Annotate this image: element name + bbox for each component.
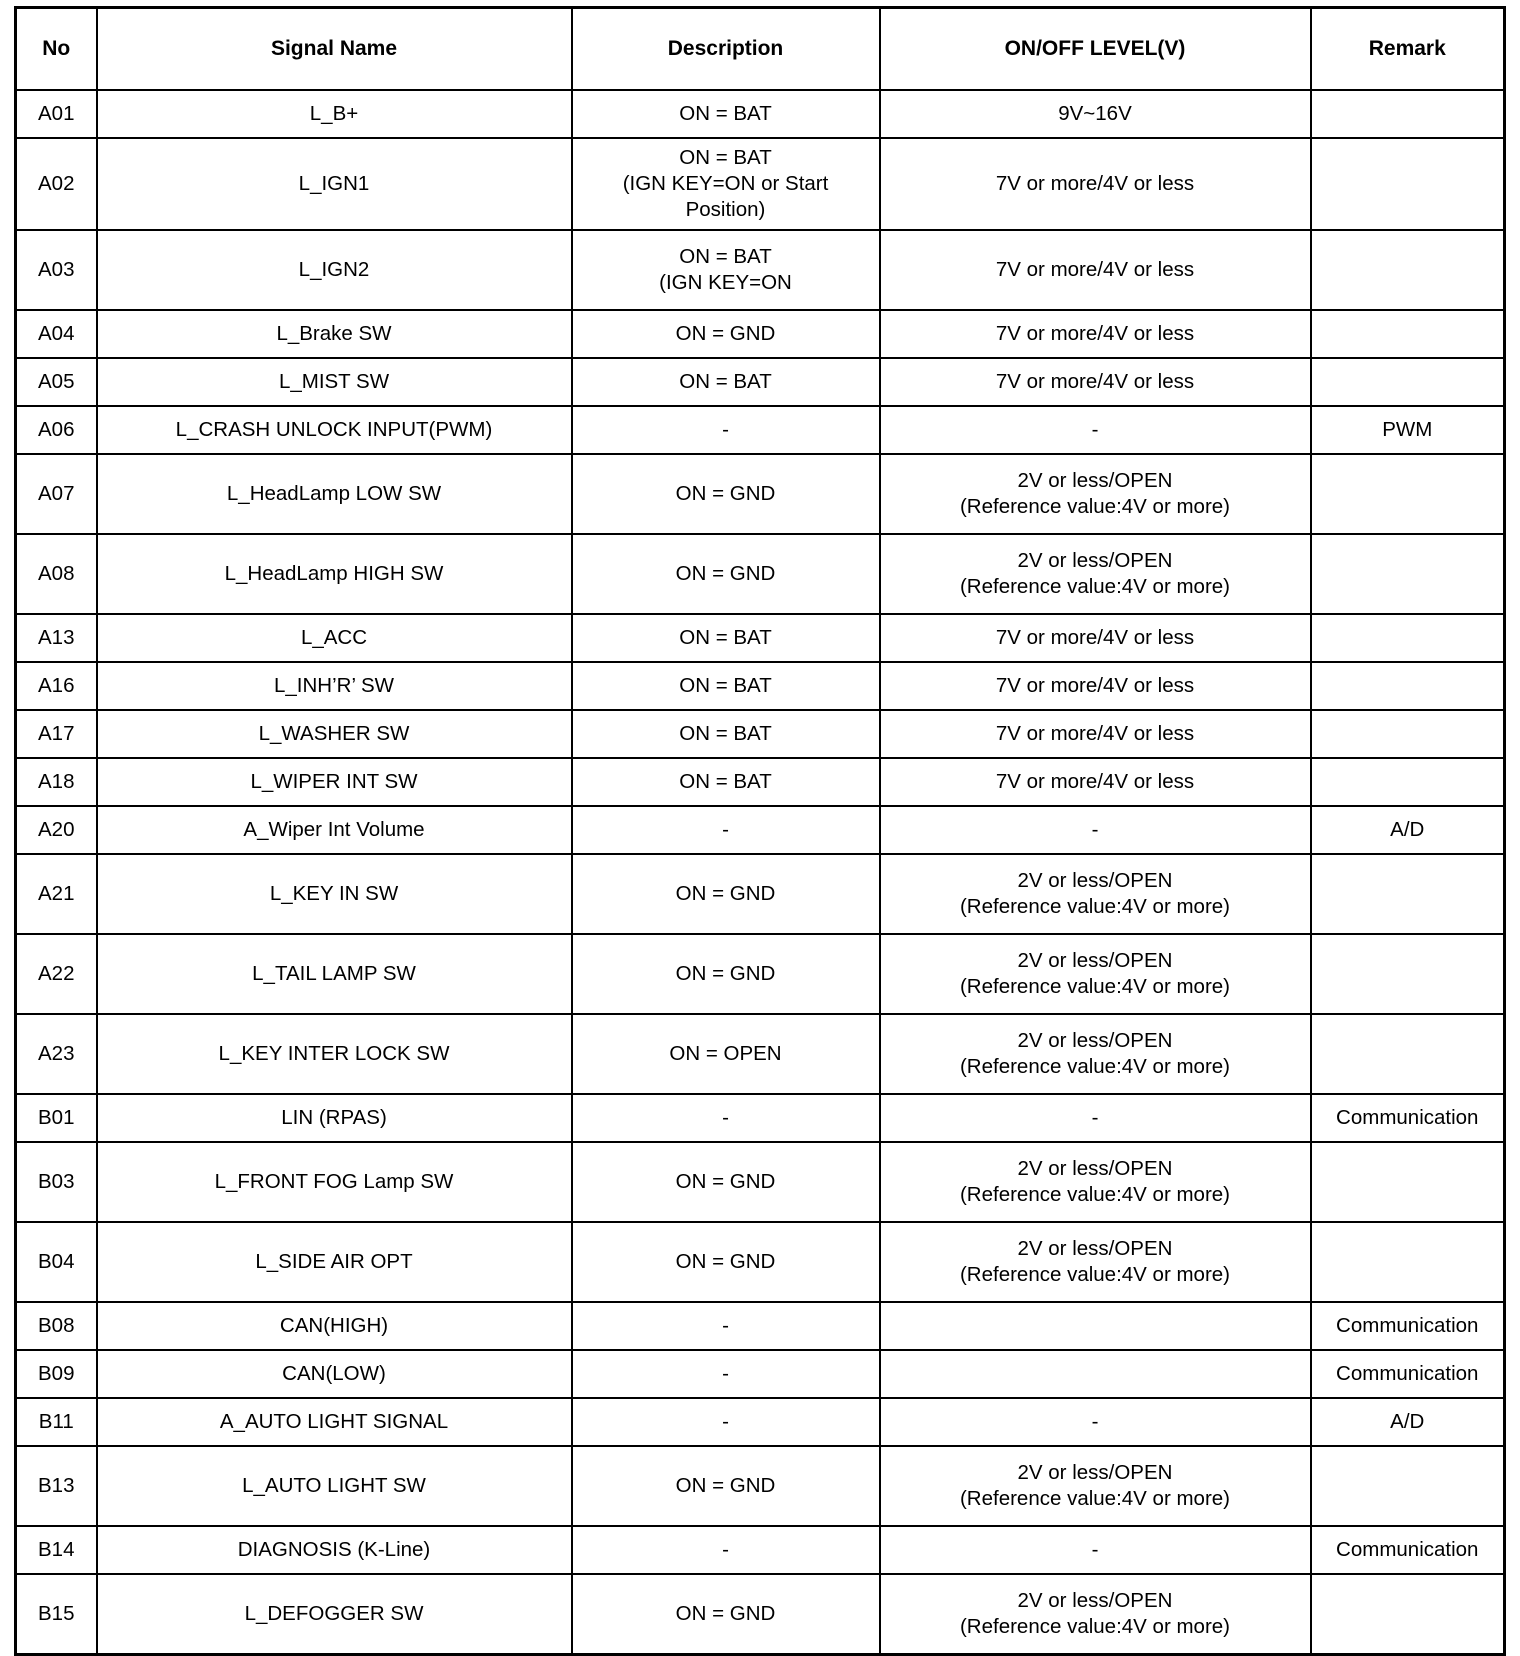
cell-description [572,90,880,138]
table-row [16,230,1505,310]
cell-remark: Communication [1311,1526,1505,1574]
cell-onoff-level [880,934,1311,1014]
table-body [16,90,1505,1655]
cell-onoff-level [880,662,1311,710]
cell-signal-name: L_SIDE AIR OPT [97,1222,572,1302]
cell-description [572,1014,880,1094]
cell-signal-name: L_AUTO LIGHT SW [97,1446,572,1526]
cell-description-line: ON = BAT [679,625,772,649]
cell-onoff-level [880,854,1311,934]
cell-description [572,1142,880,1222]
cell-remark: Communication [1311,1302,1505,1350]
cell-description-line: Position) [685,198,766,222]
cell-description [572,1094,880,1142]
cell-description [572,534,880,614]
cell-onoff-level [880,1526,1311,1574]
column-header-onoff-level-line1: ON/OFF [1004,36,1084,60]
cell-description [572,614,880,662]
cell-onoff-level-line: 7V or more/4V or less [995,673,1195,697]
cell-signal-name: L_IGN1 [97,138,572,230]
cell-onoff-level [880,1222,1311,1302]
cell-onoff-level [880,230,1311,310]
cell-onoff-level [880,406,1311,454]
cell-no: A07 [16,454,97,534]
table-row [16,662,1505,710]
cell-signal-name: L_Brake SW [97,310,572,358]
cell-no: A16 [16,662,97,710]
cell-signal-name: DIAGNOSIS (K-Line) [97,1526,572,1574]
cell-remark [1311,1574,1505,1655]
cell-remark [1311,1222,1505,1302]
table-row [16,614,1505,662]
table-row [16,1526,1505,1574]
table-row [16,1222,1505,1302]
cell-onoff-level-line: (Reference value:4V or more) [959,575,1231,598]
column-header-description: Description [572,8,880,91]
signal-specification-table [14,6,1506,1656]
cell-no: A05 [16,358,97,406]
cell-onoff-level [880,710,1311,758]
cell-remark [1311,758,1505,806]
cell-onoff-level [880,806,1311,854]
table-row [16,1094,1505,1142]
cell-onoff-level [880,138,1311,230]
table-row [16,854,1505,934]
cell-description-line: ON = GND [675,561,776,585]
cell-description [572,310,880,358]
cell-no: A17 [16,710,97,758]
cell-description-line: ON = BAT [679,101,772,125]
table-row [16,358,1505,406]
cell-onoff-level-line: 7V or more/4V or less [995,769,1195,793]
cell-onoff-level-line: (Reference value:4V or more) [959,1487,1231,1510]
cell-onoff-level-line: (Reference value:4V or more) [959,495,1231,518]
cell-description [572,806,880,854]
cell-description-line: - [722,417,729,441]
cell-description-line: ON = GND [675,1473,776,1497]
column-header-onoff-level-line2: LEVEL(V) [1089,36,1186,60]
cell-description [572,454,880,534]
cell-description [572,662,880,710]
cell-signal-name: L_HeadLamp HIGH SW [97,534,572,614]
cell-signal-name: L_HeadLamp LOW SW [97,454,572,534]
cell-signal-name: L_DEFOGGER SW [97,1574,572,1655]
cell-no: B01 [16,1094,97,1142]
cell-signal-name: LIN (RPAS) [97,1094,572,1142]
cell-description-line: ON = BAT [679,369,772,393]
cell-signal-name: L_FRONT FOG Lamp SW [97,1142,572,1222]
cell-description-line: - [722,1537,729,1561]
cell-onoff-level-line: 7V or more/4V or less [995,721,1195,745]
cell-description [572,138,880,230]
cell-signal-name: L_TAIL LAMP SW [97,934,572,1014]
table-row [16,90,1505,138]
cell-onoff-level-line: 7V or more/4V or less [995,321,1195,345]
cell-onoff-level-line: 2V or less/OPEN [1017,948,1173,972]
table-row [16,710,1505,758]
cell-description-line: - [722,1313,729,1337]
cell-onoff-level [880,1574,1311,1655]
table-row [16,1014,1505,1094]
cell-onoff-level [880,1142,1311,1222]
cell-onoff-level [880,1446,1311,1526]
cell-remark [1311,1014,1505,1094]
cell-no: A23 [16,1014,97,1094]
cell-remark [1311,358,1505,406]
table-row [16,310,1505,358]
cell-description [572,710,880,758]
cell-description-line: ON = GND [675,881,776,905]
cell-onoff-level-line: (Reference value:4V or more) [959,1055,1231,1078]
cell-remark: A/D [1311,806,1505,854]
cell-remark: A/D [1311,1398,1505,1446]
column-header-signal-name: Signal Name [97,8,572,91]
cell-onoff-level-line: (Reference value:4V or more) [959,1263,1231,1286]
cell-description-line: - [722,1361,729,1385]
column-header-no: No [16,8,97,91]
cell-no: B09 [16,1350,97,1398]
cell-onoff-level [880,454,1311,534]
cell-no: A04 [16,310,97,358]
cell-description [572,406,880,454]
cell-onoff-level [880,90,1311,138]
table-row [16,406,1505,454]
cell-no: B13 [16,1446,97,1526]
cell-onoff-level [880,1350,1311,1398]
cell-no: A13 [16,614,97,662]
cell-signal-name: L_INH’R’ SW [97,662,572,710]
cell-no: A22 [16,934,97,1014]
cell-signal-name: L_WIPER INT SW [97,758,572,806]
cell-onoff-level-line: 2V or less/OPEN [1017,1588,1173,1612]
cell-no: A06 [16,406,97,454]
cell-no: A02 [16,138,97,230]
cell-onoff-level [880,758,1311,806]
cell-onoff-level [880,1014,1311,1094]
cell-no: B03 [16,1142,97,1222]
cell-onoff-level-line: (Reference value:4V or more) [959,895,1231,918]
cell-no: B08 [16,1302,97,1350]
column-header-onoff-level [880,8,1311,91]
table-row [16,934,1505,1014]
cell-description-line: ON = BAT [679,145,772,169]
cell-no: B15 [16,1574,97,1655]
cell-description [572,1574,880,1655]
cell-onoff-level [880,358,1311,406]
cell-description-line: - [722,817,729,841]
cell-remark [1311,230,1505,310]
cell-onoff-level [880,534,1311,614]
cell-description [572,1446,880,1526]
cell-remark [1311,534,1505,614]
table-row [16,1142,1505,1222]
cell-onoff-level [880,1094,1311,1142]
cell-onoff-level [880,1398,1311,1446]
cell-remark [1311,90,1505,138]
cell-remark [1311,934,1505,1014]
cell-description-line: ON = BAT [679,673,772,697]
cell-remark [1311,614,1505,662]
cell-description [572,854,880,934]
table-row [16,1574,1505,1655]
cell-signal-name: L_MIST SW [97,358,572,406]
cell-description-line: - [722,1409,729,1433]
cell-no: A21 [16,854,97,934]
table-header-row [16,8,1505,91]
cell-signal-name: L_CRASH UNLOCK INPUT(PWM) [97,406,572,454]
cell-onoff-level-line: 2V or less/OPEN [1017,868,1173,892]
cell-remark: Communication [1311,1094,1505,1142]
cell-description [572,230,880,310]
cell-signal-name: A_Wiper Int Volume [97,806,572,854]
cell-description-line: (IGN KEY=ON [659,271,792,294]
cell-description-line: ON = BAT [679,721,772,745]
table-row [16,806,1505,854]
table-row [16,454,1505,534]
cell-remark [1311,1446,1505,1526]
cell-onoff-level-line: 7V or more/4V or less [995,171,1195,195]
table-row [16,1350,1505,1398]
cell-description-line: ON = BAT [679,769,772,793]
cell-onoff-level-line: 2V or less/OPEN [1017,1156,1173,1180]
cell-onoff-level-line: 7V or more/4V or less [995,625,1195,649]
cell-remark [1311,710,1505,758]
cell-signal-name: CAN(HIGH) [97,1302,572,1350]
cell-description-line: - [722,1105,729,1129]
cell-description [572,1222,880,1302]
cell-onoff-level-line: 7V or more/4V or less [995,369,1195,393]
cell-description-line: ON = BAT [679,244,772,268]
cell-no: A01 [16,90,97,138]
cell-no: B11 [16,1398,97,1446]
cell-signal-name: L_B+ [97,90,572,138]
cell-description [572,358,880,406]
cell-description-line: ON = GND [675,1169,776,1193]
cell-description-line: ON = GND [675,321,776,345]
table-row [16,1302,1505,1350]
cell-signal-name: L_KEY IN SW [97,854,572,934]
table-row [16,534,1505,614]
cell-description [572,1350,880,1398]
cell-no: A18 [16,758,97,806]
table-row [16,758,1505,806]
cell-remark [1311,454,1505,534]
cell-remark [1311,310,1505,358]
cell-no: A20 [16,806,97,854]
cell-description-line: ON = GND [675,961,776,985]
cell-onoff-level-line: 7V or more/4V or less [995,257,1195,281]
cell-no: A08 [16,534,97,614]
cell-onoff-level-line: 2V or less/OPEN [1017,1028,1173,1052]
cell-onoff-level [880,1302,1311,1350]
cell-onoff-level-line: - [1091,417,1099,441]
cell-remark [1311,854,1505,934]
cell-description [572,1526,880,1574]
cell-onoff-level-line: 2V or less/OPEN [1017,1460,1173,1484]
cell-onoff-level-line: 9V~16V [1058,101,1132,125]
table-row [16,138,1505,230]
cell-onoff-level [880,614,1311,662]
cell-description [572,1398,880,1446]
cell-remark: Communication [1311,1350,1505,1398]
cell-description-line: (IGN KEY=ON or Start [622,171,829,195]
cell-remark [1311,1142,1505,1222]
cell-onoff-level-line: (Reference value:4V or more) [959,1183,1231,1206]
cell-signal-name: A_AUTO LIGHT SIGNAL [97,1398,572,1446]
cell-signal-name: L_IGN2 [97,230,572,310]
cell-onoff-level-line: (Reference value:4V or more) [959,1615,1231,1638]
table-row [16,1398,1505,1446]
cell-onoff-level-line: 2V or less/OPEN [1017,468,1173,492]
cell-onoff-level-line: - [1091,1537,1099,1561]
table-row [16,1446,1505,1526]
column-header-remark: Remark [1311,8,1505,91]
cell-onoff-level-line: - [1091,1409,1099,1433]
cell-remark: PWM [1311,406,1505,454]
cell-description [572,758,880,806]
cell-signal-name: L_WASHER SW [97,710,572,758]
cell-signal-name: L_ACC [97,614,572,662]
cell-no: B04 [16,1222,97,1302]
cell-onoff-level-line: - [1091,817,1099,841]
cell-no: A03 [16,230,97,310]
cell-description-line: ON = GND [675,1249,776,1273]
cell-description [572,934,880,1014]
cell-description-line: ON = GND [675,481,776,505]
cell-signal-name: L_KEY INTER LOCK SW [97,1014,572,1094]
cell-signal-name: CAN(LOW) [97,1350,572,1398]
cell-onoff-level-line: - [1091,1105,1099,1129]
cell-onoff-level [880,310,1311,358]
cell-description-line: ON = GND [675,1601,776,1625]
cell-description [572,1302,880,1350]
table-header [16,8,1505,91]
cell-remark [1311,662,1505,710]
cell-no: B14 [16,1526,97,1574]
cell-onoff-level-line: 2V or less/OPEN [1017,548,1173,572]
cell-onoff-level-line: 2V or less/OPEN [1017,1236,1173,1260]
cell-description-line: ON = OPEN [669,1041,782,1065]
cell-remark [1311,138,1505,230]
cell-onoff-level-line: (Reference value:4V or more) [959,975,1231,998]
